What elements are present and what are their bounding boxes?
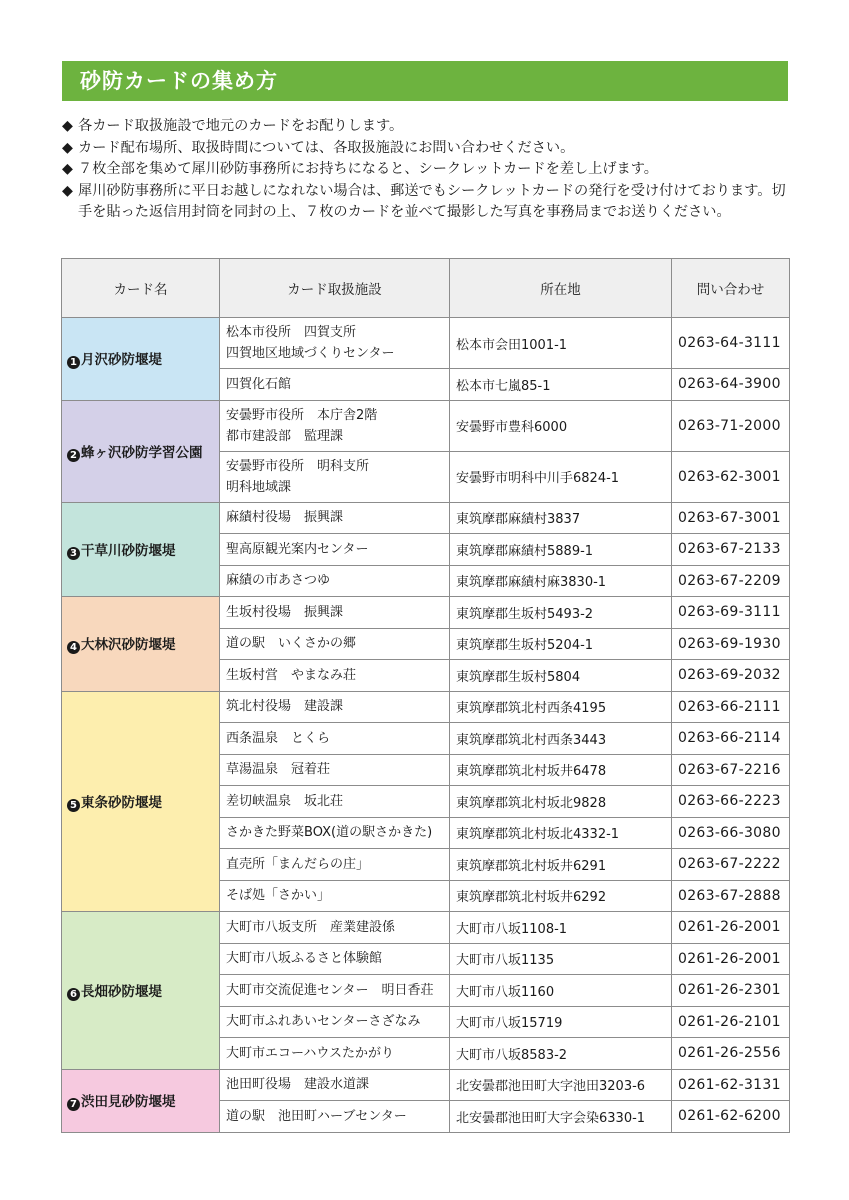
card-number-badge: 2	[67, 449, 80, 462]
card-number-badge: 6	[67, 988, 80, 1001]
phone-cell: 0263-67-2133	[672, 534, 790, 566]
address-cell: 大町市八坂1108-1	[450, 912, 672, 944]
phone-cell: 0263-67-2216	[672, 754, 790, 786]
card-number-badge: 4	[67, 641, 80, 654]
facility-cell	[220, 400, 450, 451]
facility-cell	[220, 786, 450, 818]
phone-cell: 0263-67-2888	[672, 880, 790, 912]
table-body	[62, 318, 790, 1133]
phone-cell: 0261-26-2556	[672, 1038, 790, 1070]
card-number-badge: 7	[67, 1098, 80, 1111]
diamond-bullet-icon: ◆	[62, 182, 73, 199]
facility-cell	[220, 369, 450, 401]
facility-cell	[220, 975, 450, 1007]
table-row	[62, 318, 790, 369]
phone-cell: 0263-69-1930	[672, 628, 790, 660]
phone-cell: 0261-26-2101	[672, 1006, 790, 1038]
address-cell: 大町市八坂1135	[450, 943, 672, 975]
facility-cell	[220, 1069, 450, 1101]
table-row	[62, 597, 790, 629]
facility-cell	[220, 534, 450, 566]
phone-cell: 0261-62-6200	[672, 1101, 790, 1133]
card-name-cell	[62, 691, 220, 912]
note-item	[62, 181, 792, 224]
address-cell: 東筑摩郡生坂村5804	[450, 660, 672, 692]
table-row	[62, 400, 790, 451]
card-name-cell	[62, 400, 220, 502]
facility-line: 大町市八坂支所 産業建設係	[226, 919, 396, 935]
phone-cell: 0263-71-2000	[672, 400, 790, 451]
facility-cell	[220, 1006, 450, 1038]
facility-line: 道の駅 池田町ハーブセンター	[226, 1108, 407, 1124]
address-cell: 東筑摩郡麻績村5889-1	[450, 534, 672, 566]
card-name: 蜂ヶ沢砂防学習公園	[81, 444, 203, 461]
header-card-name: カード名	[62, 259, 220, 318]
note-item	[62, 138, 792, 160]
facility-line: 筑北村役場 建設課	[226, 699, 344, 715]
table-row	[62, 502, 790, 534]
address-cell: 東筑摩郡筑北村坂北4332-1	[450, 817, 672, 849]
facility-line: 四賀地区地域づくりセンター	[226, 346, 395, 361]
facility-line: 直売所「まんだらの庄」	[226, 856, 370, 872]
phone-cell: 0263-69-3111	[672, 597, 790, 629]
phone-cell: 0263-66-2223	[672, 786, 790, 818]
table-row	[62, 912, 790, 944]
address-cell: 松本市七嵐85-1	[450, 369, 672, 401]
card-name-cell	[62, 1069, 220, 1132]
phone-cell: 0263-66-2111	[672, 691, 790, 723]
facility-cell	[220, 565, 450, 597]
header-facility: カード取扱施設	[220, 259, 450, 318]
facility-line: 差切峡温泉 坂北荘	[226, 793, 344, 809]
note-text: ７枚全部を集めて犀川砂防事務所にお持ちになると、シークレットカードを差し上げます。	[78, 161, 658, 177]
diamond-bullet-icon: ◆	[62, 118, 73, 134]
facility-cell	[220, 451, 450, 502]
note-text: 各カード取扱施設で地元のカードをお配りします。	[78, 118, 404, 134]
notes-list	[62, 116, 792, 224]
card-name-cell	[62, 318, 220, 401]
facility-cell	[220, 754, 450, 786]
card-name: 渋田見砂防堰堤	[81, 1094, 176, 1110]
header-address: 所在地	[450, 259, 672, 318]
facility-cell	[220, 912, 450, 944]
facility-cell	[220, 817, 450, 849]
phone-cell: 0261-26-2001	[672, 912, 790, 944]
card-name: 長畑砂防堰堤	[81, 983, 162, 1000]
note-item	[62, 159, 792, 181]
facility-cell	[220, 502, 450, 534]
facility-cell	[220, 849, 450, 881]
diamond-bullet-icon: ◆	[62, 161, 73, 177]
card-name: 干草川砂防堰堤	[81, 542, 176, 559]
address-cell: 東筑摩郡麻績村麻3830-1	[450, 565, 672, 597]
facility-line: 生坂村役場 振興課	[226, 604, 344, 620]
facility-cell	[220, 943, 450, 975]
facility-cell	[220, 1101, 450, 1133]
address-cell: 北安曇郡池田町大字会染6330-1	[450, 1101, 672, 1133]
facility-line: 安曇野市役所 明科支所	[226, 458, 370, 474]
facility-line: そば処「さかい」	[226, 888, 331, 904]
table-header-row	[62, 259, 790, 318]
address-cell: 大町市八坂1160	[450, 975, 672, 1007]
facility-line: 大町市エコーハウスたかがり	[226, 1045, 394, 1061]
card-name: 大林沢砂防堰堤	[81, 637, 176, 654]
facility-cell	[220, 597, 450, 629]
facility-line: 聖高原観光案内センター	[226, 541, 369, 557]
phone-cell: 0263-66-3080	[672, 817, 790, 849]
facility-line: 道の駅 いくさかの郷	[226, 636, 357, 652]
phone-cell: 0263-64-3900	[672, 369, 790, 401]
diamond-bullet-icon: ◆	[62, 139, 73, 156]
phone-cell: 0261-26-2001	[672, 943, 790, 975]
facility-cell	[220, 628, 450, 660]
facility-cell	[220, 880, 450, 912]
table-row	[62, 1069, 790, 1101]
phone-cell: 0263-67-2222	[672, 849, 790, 881]
facility-cell	[220, 691, 450, 723]
address-cell: 東筑摩郡筑北村坂井6291	[450, 849, 672, 881]
card-name-cell	[62, 502, 220, 597]
facility-cell	[220, 723, 450, 755]
phone-cell: 0263-67-2209	[672, 565, 790, 597]
phone-cell: 0263-69-2032	[672, 660, 790, 692]
facility-line: 草湯温泉 冠着荘	[226, 762, 331, 778]
card-number-badge: 3	[67, 547, 80, 560]
address-cell: 東筑摩郡筑北村西条4195	[450, 691, 672, 723]
facility-cell	[220, 318, 450, 369]
facility-line: 池田町役場 建設水道課	[226, 1077, 370, 1093]
address-cell: 東筑摩郡生坂村5493-2	[450, 597, 672, 629]
note-text: 犀川砂防事務所に平日お越しになれない場合は、郵送でもシークレットカードの発行を受け付けております。切手を貼った返信用封筒を同封の上、７枚のカードを並べて撮影した写真を事務局までお送りください。	[78, 182, 786, 220]
facility-line: 四賀化石館	[226, 376, 292, 392]
note-text: カード配布場所、取扱時間については、各取扱施設にお問い合わせください。	[78, 139, 575, 156]
facility-line: 生坂村営 やまなみ荘	[226, 667, 357, 683]
facility-line: さかきた野菜BOX(道の駅さかきた)	[226, 825, 433, 841]
header-contact: 問い合わせ	[672, 259, 790, 318]
facility-line: 麻績村役場 振興課	[226, 510, 344, 526]
facility-line: 明科地域課	[226, 479, 292, 495]
card-table	[61, 258, 790, 1133]
note-item	[62, 116, 792, 138]
address-cell: 北安曇郡池田町大字池田3203-6	[450, 1069, 672, 1101]
address-cell: 安曇野市豊科6000	[450, 400, 672, 451]
facility-line: 安曇野市役所 本庁舎2階	[226, 407, 378, 423]
facility-line: 麻績の市あさつゆ	[226, 573, 331, 589]
address-cell: 東筑摩郡生坂村5204-1	[450, 628, 672, 660]
address-cell: 東筑摩郡筑北村坂井6478	[450, 754, 672, 786]
facility-cell	[220, 660, 450, 692]
address-cell: 東筑摩郡筑北村坂井6292	[450, 880, 672, 912]
address-cell: 大町市八坂8583-2	[450, 1038, 672, 1070]
card-name-cell	[62, 912, 220, 1070]
address-cell: 東筑摩郡筑北村坂北9828	[450, 786, 672, 818]
facility-cell	[220, 1038, 450, 1070]
page-title: 砂防カードの集め方	[62, 61, 788, 101]
card-name: 月沢砂防堰堤	[81, 352, 162, 369]
card-number-badge: 1	[67, 356, 80, 369]
facility-line: 西条温泉 とくら	[226, 730, 331, 746]
phone-cell: 0263-66-2114	[672, 723, 790, 755]
facility-line: 松本市役所 四賀支所	[226, 325, 357, 340]
phone-cell: 0263-64-3111	[672, 318, 790, 369]
facility-line: 大町市八坂ふるさと体験館	[226, 951, 383, 967]
facility-line: 大町市ふれあいセンターさざなみ	[226, 1014, 421, 1030]
card-name-cell	[62, 597, 220, 692]
address-cell: 大町市八坂15719	[450, 1006, 672, 1038]
phone-cell: 0261-26-2301	[672, 975, 790, 1007]
card-name: 東条砂防堰堤	[81, 794, 162, 811]
phone-cell: 0261-62-3131	[672, 1069, 790, 1101]
facility-line: 大町市交流促進センター 明日香荘	[226, 982, 434, 998]
phone-cell: 0263-62-3001	[672, 451, 790, 502]
facility-line: 都市建設部 監理課	[226, 428, 344, 444]
address-cell: 松本市会田1001-1	[450, 318, 672, 369]
address-cell: 東筑摩郡麻績村3837	[450, 502, 672, 534]
phone-cell: 0263-67-3001	[672, 502, 790, 534]
address-cell: 安曇野市明科中川手6824-1	[450, 451, 672, 502]
card-number-badge: 5	[67, 799, 80, 812]
address-cell: 東筑摩郡筑北村西条3443	[450, 723, 672, 755]
table-row	[62, 691, 790, 723]
